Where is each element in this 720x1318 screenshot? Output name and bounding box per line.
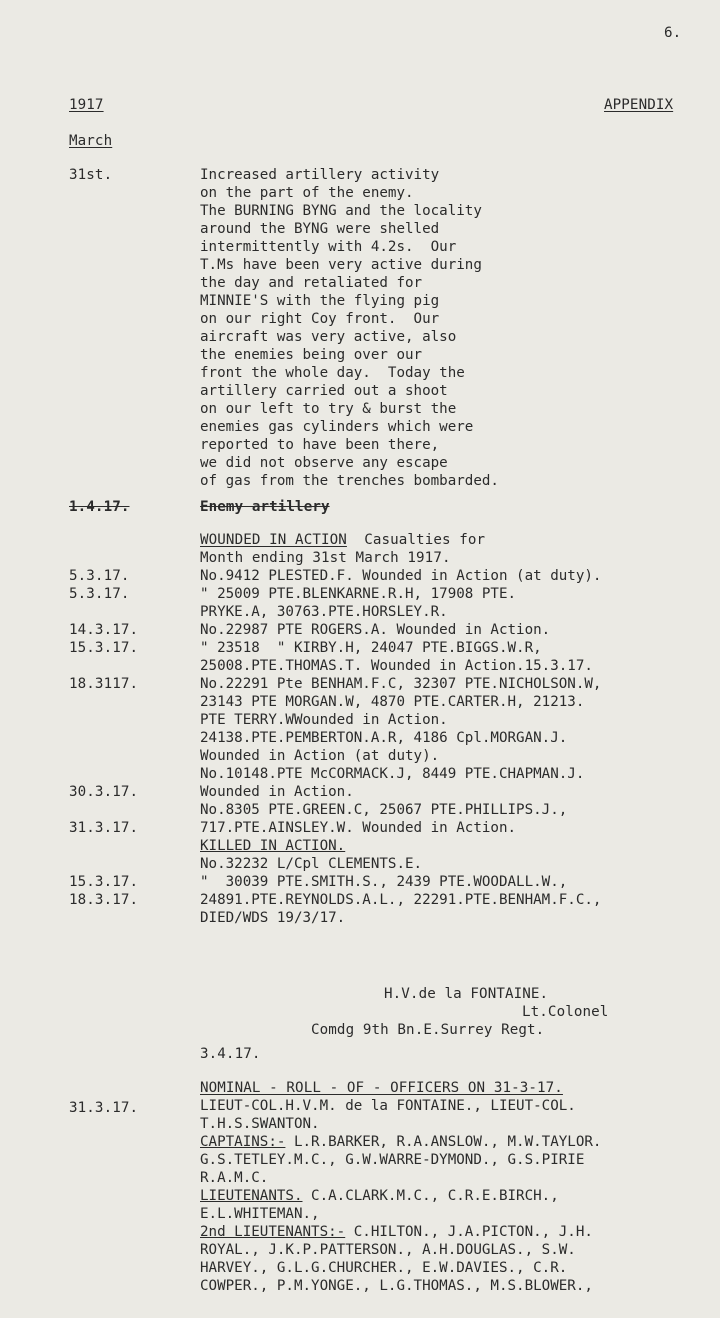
killed-heading: KILLED IN ACTION. <box>200 838 346 854</box>
roll-line <box>200 1133 601 1151</box>
roll-line <box>200 1151 601 1169</box>
signature-name: H.V.de la FONTAINE. <box>384 986 549 1002</box>
casualty-line: PTE TERRY.WWounded in Action. <box>200 712 448 728</box>
officer-names: LIEUT-COL.H.V.M. de la FONTAINE., LIEUT-COL. <box>200 1098 576 1114</box>
casualty-line: " 23518 " KIRBY.H, 24047 PTE.BIGGS.W.R, <box>200 640 542 656</box>
rank-heading: CAPTAINS:- <box>200 1134 286 1150</box>
narrative-line: intermittently with 4.2s. Our <box>200 239 457 255</box>
roll-line <box>200 1205 601 1223</box>
narrative-line: of gas from the trenches bombarded. <box>200 473 499 489</box>
officer-names: G.S.TETLEY.M.C., G.W.WARRE-DYMOND., G.S.PIRIE <box>200 1152 585 1168</box>
roll-line <box>200 1115 601 1133</box>
rank-heading: LIEUTENANTS. <box>200 1188 303 1204</box>
narrative-line: around the BYNG were shelled <box>200 221 440 237</box>
narrative-line: MINNIE'S with the flying pig <box>200 293 440 309</box>
entry-narrative <box>200 166 499 490</box>
officer-names: C.A.CLARK.M.C., C.R.E.BIRCH., <box>302 1188 559 1204</box>
page-number: 6. <box>664 25 682 41</box>
narrative-line: T.Ms have been very active during <box>200 257 482 273</box>
casualty-date: 14.3.17. <box>69 622 139 638</box>
rank-heading: 2nd LIEUTENANTS:- <box>200 1224 346 1240</box>
casualty-line: Wounded in Action. <box>200 784 354 800</box>
officer-names: R.A.M.C. <box>200 1170 269 1186</box>
casualty-date: 5.3.17. <box>69 568 130 584</box>
casualty-line: DIED/WDS 19/3/17. <box>200 910 346 926</box>
signature-unit: Comdg 9th Bn.E.Surrey Regt. <box>311 1022 545 1038</box>
casualty-line: " 25009 PTE.BLENKARNE.R.H, 17908 PTE. <box>200 586 517 602</box>
roll-line <box>200 1277 601 1295</box>
casualty-line: 24891.PTE.REYNOLDS.A.L., 22291.PTE.BENHAM.F.C., <box>200 892 602 908</box>
narrative-line: the enemies being over our <box>200 347 423 363</box>
casualty-date: 15.3.17. <box>69 874 139 890</box>
casualties-heading <box>200 531 485 549</box>
roll-line <box>200 1169 601 1187</box>
nominal-roll-date: 31.3.17. <box>69 1100 139 1116</box>
casualty-line: PRYKE.A, 30763.PTE.HORSLEY.R. <box>200 604 448 620</box>
casualty-line: No.9412 PLESTED.F. Wounded in Action (at duty). <box>200 568 602 584</box>
casualty-date: 30.3.17. <box>69 784 139 800</box>
casualties-period: Month ending 31st March 1917. <box>200 550 451 566</box>
casualty-line: 24138.PTE.PEMBERTON.A.R, 4186 Cpl.MORGAN.J. <box>200 730 568 746</box>
officer-names: E.L.WHITEMAN., <box>200 1206 320 1222</box>
narrative-line: we did not observe any escape <box>200 455 448 471</box>
casualty-line: No.8305 PTE.GREEN.C, 25067 PTE.PHILLIPS.J., <box>200 802 568 818</box>
casualty-line: No.22291 Pte BENHAM.F.C, 32307 PTE.NICHOLSON.W, <box>200 676 602 692</box>
officer-roll <box>200 1097 601 1295</box>
roll-line <box>200 1259 601 1277</box>
struck-entry: Enemy artillery <box>200 499 330 515</box>
narrative-line: aircraft was very active, also <box>200 329 457 345</box>
nominal-roll-heading: NOMINAL - ROLL - OF - OFFICERS ON 31-3-17. <box>200 1080 563 1096</box>
narrative-line: front the whole day. Today the <box>200 365 465 381</box>
entry-date: 31st. <box>69 167 113 183</box>
roll-line <box>200 1241 601 1259</box>
casualty-line: 25008.PTE.THOMAS.T. Wounded in Action.15.3.17. <box>200 658 593 674</box>
casualty-line: No.32232 L/Cpl CLEMENTS.E. <box>200 856 423 872</box>
casualty-date: 15.3.17. <box>69 640 139 656</box>
casualty-line: 23143 PTE MORGAN.W, 4870 PTE.CARTER.H, 21213. <box>200 694 585 710</box>
narrative-line: the day and retaliated for <box>200 275 423 291</box>
roll-line <box>200 1097 601 1115</box>
casualty-line: " 30039 PTE.SMITH.S., 2439 PTE.WOODALL.W., <box>200 874 568 890</box>
wounded-heading: WOUNDED IN ACTION <box>200 532 347 548</box>
officer-names: COWPER., P.M.YONGE., L.G.THOMAS., M.S.BLOWER., <box>200 1278 593 1294</box>
officer-names: T.H.S.SWANTON. <box>200 1116 320 1132</box>
narrative-line: enemies gas cylinders which were <box>200 419 474 435</box>
casualty-list <box>200 567 601 927</box>
signature-date: 3.4.17. <box>200 1046 261 1062</box>
narrative-line: reported to have been there, <box>200 437 440 453</box>
casualty-line: Wounded in Action (at duty). <box>200 748 440 764</box>
narrative-line: on the part of the enemy. <box>200 185 414 201</box>
casualty-line: No.10148.PTE McCORMACK.J, 8449 PTE.CHAPMAN.J. <box>200 766 585 782</box>
roll-line <box>200 1187 601 1205</box>
narrative-line: The BURNING BYNG and the locality <box>200 203 482 219</box>
casualty-line: 717.PTE.AINSLEY.W. Wounded in Action. <box>200 820 517 836</box>
casualty-line: No.22987 PTE ROGERS.A. Wounded in Action. <box>200 622 551 638</box>
roll-line <box>200 1223 601 1241</box>
narrative-line: on our right Coy front. Our <box>200 311 440 327</box>
appendix-heading: APPENDIX <box>604 97 674 113</box>
officer-names: C.HILTON., J.A.PICTON., J.H. <box>345 1224 593 1240</box>
narrative-line: on our left to try & burst the <box>200 401 457 417</box>
narrative-line: artillery carried out a shoot <box>200 383 448 399</box>
casualty-date: 31.3.17. <box>69 820 139 836</box>
casualty-date: 18.3117. <box>69 676 139 692</box>
casualty-date: 5.3.17. <box>69 586 130 602</box>
narrative-line: Increased artillery activity <box>200 167 440 183</box>
officer-names: L.R.BARKER, R.A.ANSLOW., M.W.TAYLOR. <box>285 1134 602 1150</box>
signature-rank: Lt.Colonel <box>522 1004 609 1020</box>
casualty-date: 18.3.17. <box>69 892 139 908</box>
officer-names: HARVEY., G.L.G.CHURCHER., E.W.DAVIES., C.R. <box>200 1260 568 1276</box>
year-heading: 1917 <box>69 97 104 113</box>
officer-names: ROYAL., J.K.P.PATTERSON., A.H.DOUGLAS., S.W. <box>200 1242 576 1258</box>
struck-date: 1.4.17. <box>69 499 130 515</box>
month-heading: March <box>69 133 113 149</box>
casualties-for: Casualties for <box>346 532 486 548</box>
